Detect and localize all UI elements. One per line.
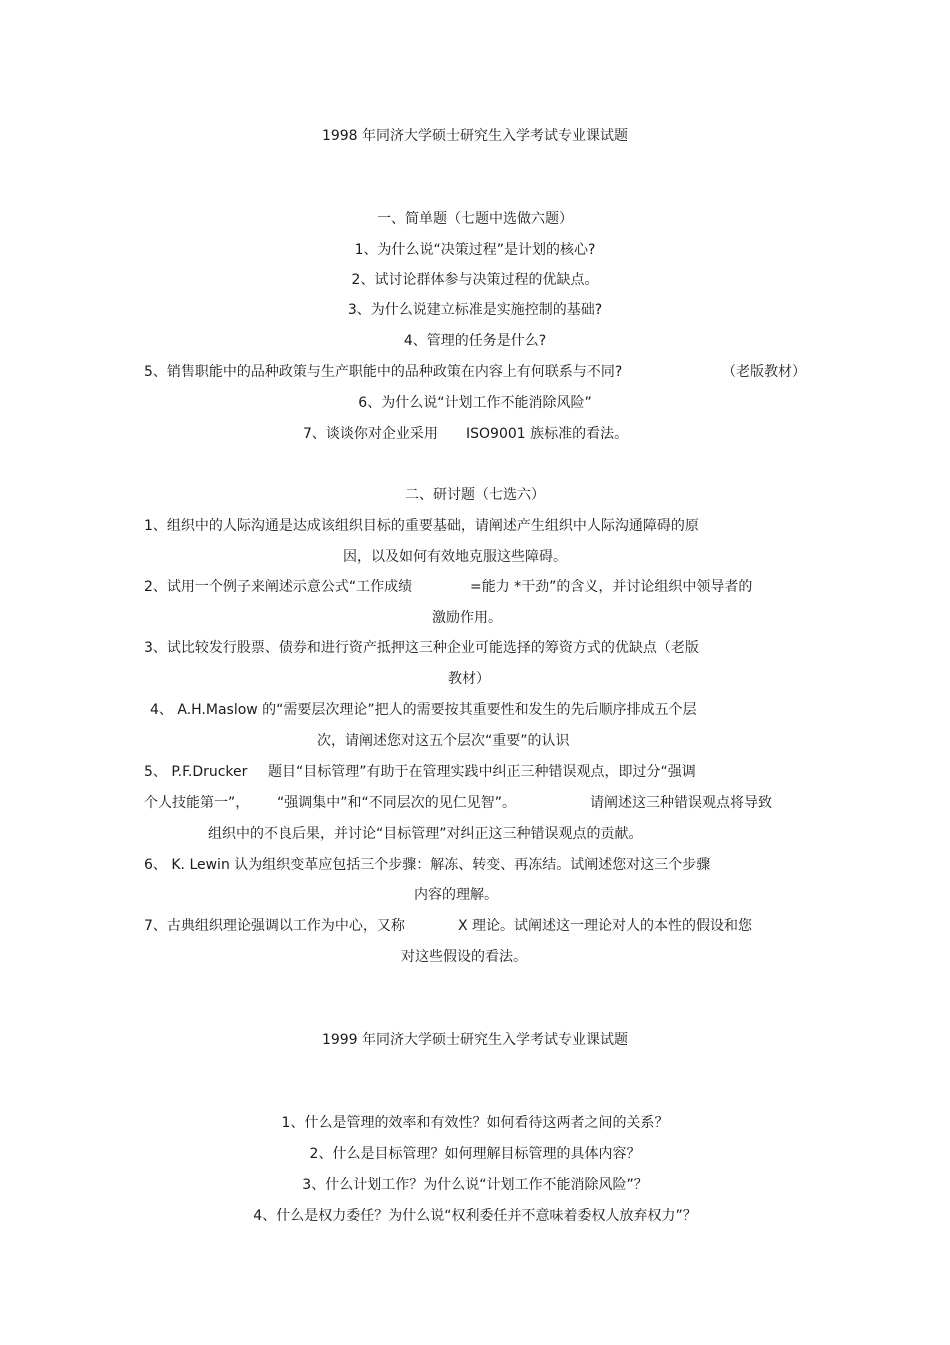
question-1-6: 6、为什么说“计划工作不能消除风险” (358, 395, 592, 411)
question-1-7-cont: ISO9001 族标准的看法。 (466, 426, 629, 442)
question-2-6-cont: 内容的理解。 (414, 887, 498, 903)
question-1-4: 4、管理的任务是什么? (403, 333, 547, 349)
question-1999-4: 4、什么是权力委任？为什么说“权利委任并不意味着委权人放弃权力”？ (253, 1208, 697, 1224)
question-2-6: 6、 K. Lewin 认为组织变革应包括三个步骤：解冻、转变、再冻结。试阐述您对这三个步骤 (144, 857, 711, 873)
question-1-5: 5、销售职能中的品种政策与生产职能中的品种政策在内容上有何联系与不同? (144, 364, 623, 380)
question-2-2-formula: =能力 *干劲”的含义，并讨论组织中领导者的 (470, 579, 753, 595)
question-1-3: 3、为什么说建立标准是实施控制的基础? (347, 302, 603, 318)
question-2-2: 2、试用一个例子来阐述示意公式“工作成绩 (144, 579, 413, 595)
question-1999-2: 2、什么是目标管理？如何理解目标管理的具体内容？ (309, 1146, 641, 1162)
section-heading-short-answer: 一、简单题（七题中选做六题） (377, 211, 573, 227)
question-2-7-cont: 对这些假设的看法。 (401, 949, 527, 965)
question-2-4: 4、 A.H.Maslow 的“需要层次理论”把人的需要按其重要性和发生的先后顺序排成五个层 (150, 702, 697, 718)
question-2-3-cont: 教材） (448, 671, 490, 687)
question-2-1: 1、组织中的人际沟通是达成该组织目标的重要基础，请阐述产生组织中人际沟通障碍的原 (144, 518, 699, 534)
question-1-5-note: （老版教材） (722, 364, 806, 380)
question-2-7-line1b: X 理论。试阐述这一理论对人的本性的假设和您 (458, 918, 753, 934)
question-2-1-cont: 因，以及如何有效地克服这些障碍。 (343, 549, 567, 565)
question-2-5: 5、 P.F.Drucker (144, 764, 248, 780)
question-2-5-line3: 组织中的不良后果，并讨论“目标管理”对纠正这三种错误观点的贡献。 (208, 826, 643, 842)
question-1999-3: 3、什么计划工作？为什么说“计划工作不能消除风险”？ (302, 1177, 648, 1193)
question-2-3: 3、试比较发行股票、债券和进行资产抵押这三种企业可能选择的筹资方式的优缺点（老版 (144, 640, 699, 656)
question-2-7: 7、古典组织理论强调以工作为中心，又称 (144, 918, 405, 934)
question-1-2: 2、试讨论群体参与决策过程的优缺点。 (351, 272, 599, 288)
question-1999-1: 1、什么是管理的效率和有效性？如何看待这两者之间的关系？ (281, 1115, 669, 1131)
question-2-5-line2b: “强调集中”和“不同层次的见仁见智”。 (277, 795, 517, 811)
question-1-7: 7、谈谈你对企业采用 (303, 426, 438, 442)
question-2-5-line2c: 请阐述这三种错误观点将导致 (590, 795, 772, 811)
section-heading-discussion: 二、研讨题（七选六） (405, 487, 545, 503)
document-title-1998: 1998 年同济大学硕士研究生入学考试专业课试题 (321, 128, 629, 144)
question-2-5-line1: 题目“目标管理”有助于在管理实践中纠正三种错误观点，即过分“强调 (268, 764, 696, 780)
question-2-4-cont: 次，请阐述您对这五个层次“重要”的认识 (317, 733, 570, 749)
question-2-5-line2a: 个人技能第一”， (144, 795, 250, 811)
document-title-1999: 1999 年同济大学硕士研究生入学考试专业课试题 (321, 1032, 629, 1048)
question-2-2-cont: 激励作用。 (432, 610, 502, 626)
question-1-1: 1、为什么说“决策过程”是计划的核心? (354, 242, 596, 258)
